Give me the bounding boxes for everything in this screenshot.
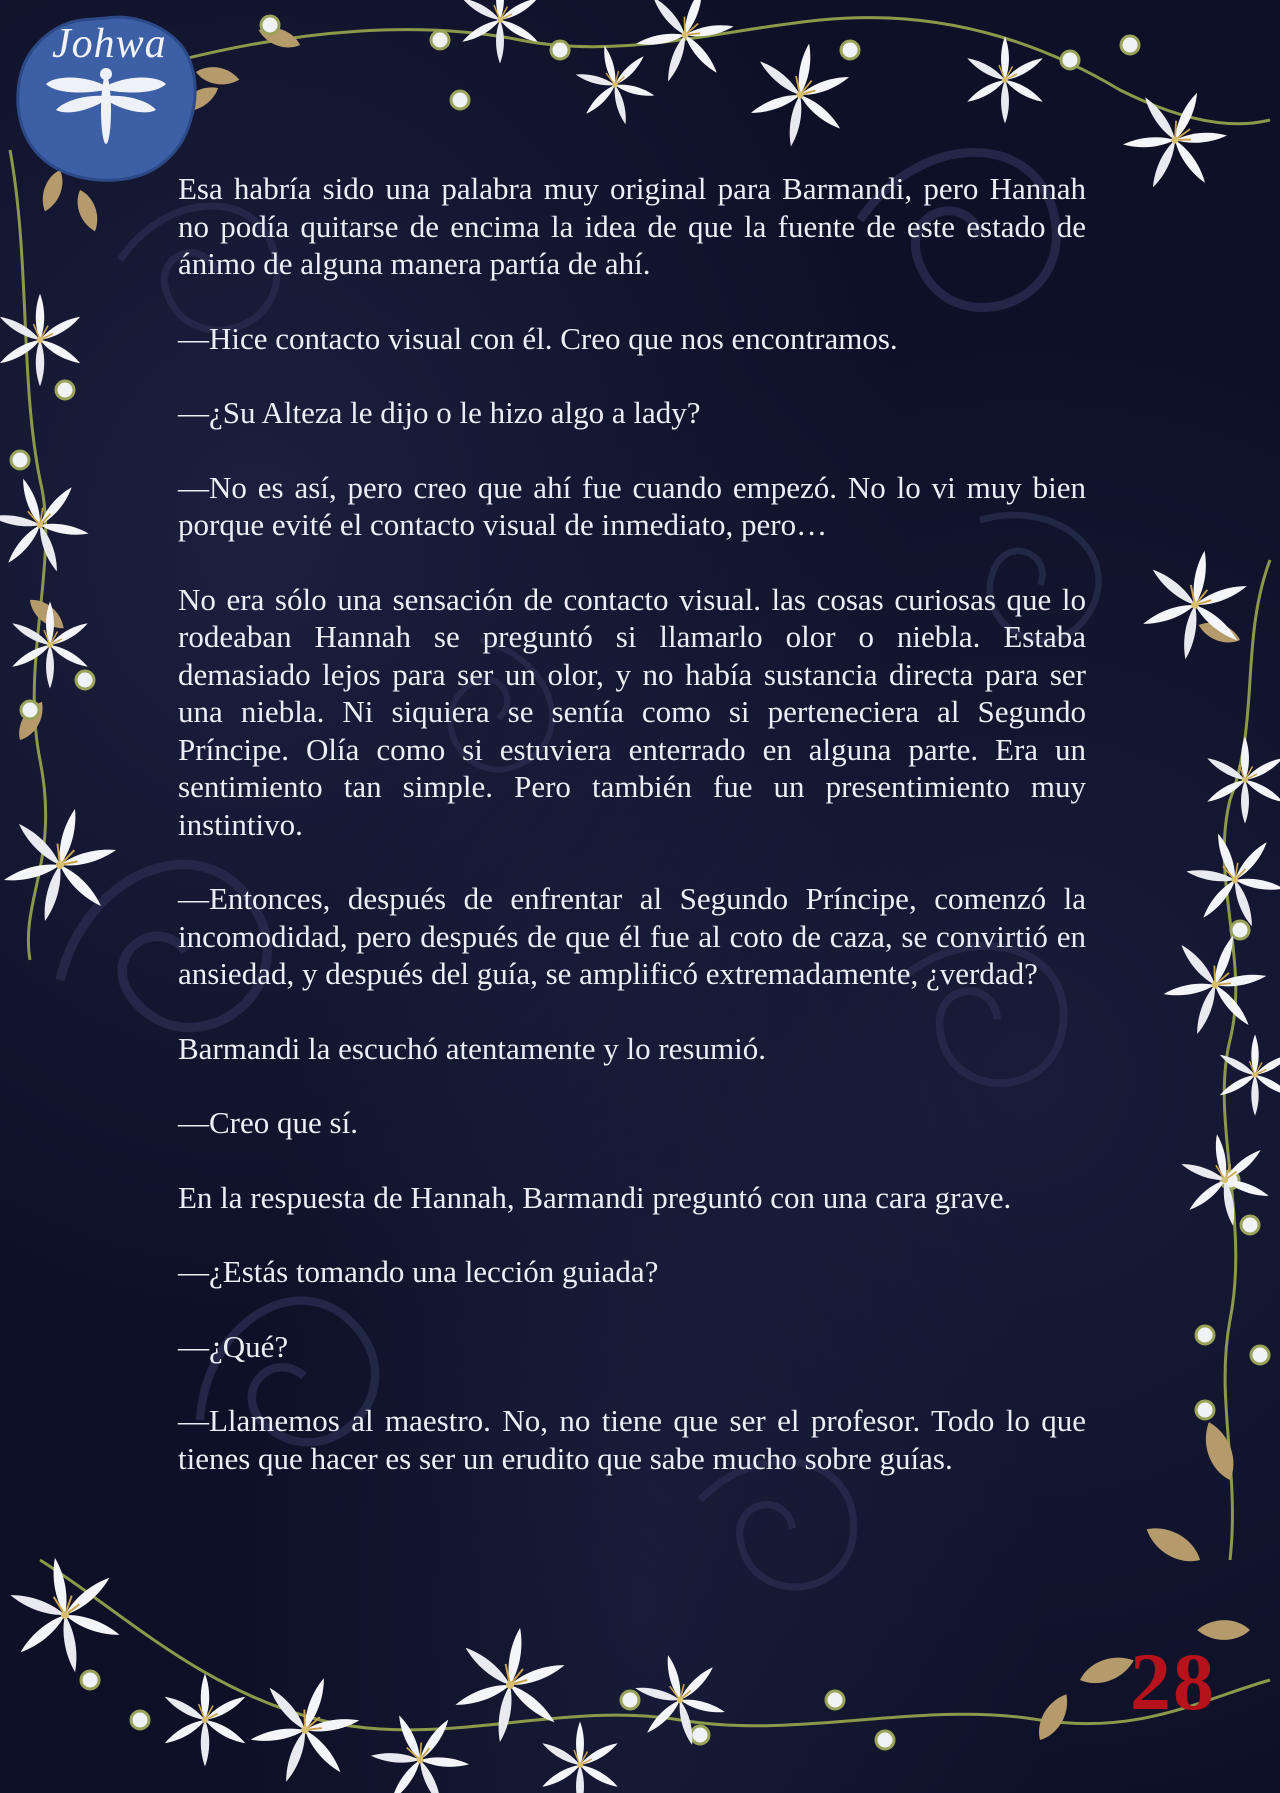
dialogue-line: —¿Su Alteza le dijo o le hizo algo a lady? bbox=[178, 395, 701, 430]
paragraph: No era sólo una sensación de contacto visual. las cosas curiosas que lo rodeaban Hannah se preguntó si llamarlo olor o niebla. Estaba demasiado lejos para ser un olor, y no había sustancia directa para ser una niebla. Ni siquiera se sentía como si perteneciera al Segundo Príncipe. Olía como si estuviera enterrado en alguna parte. Era un sentimiento tan simple. Pero también fue un presentimiento muy instintivo. bbox=[178, 581, 1086, 842]
johwa-logo bbox=[12, 10, 200, 186]
paragraph: Barmandi la escuchó atentamente y lo resumió. bbox=[178, 1030, 766, 1066]
chapter-text bbox=[178, 170, 1086, 1514]
paragraph: Esa habría sido una palabra muy original para Barmandi, pero Hannah no podía quitarse de encima la idea de que la fuente de este estado de ánimo de alguna manera partía de ahí. bbox=[178, 171, 1086, 281]
logo-text: Johwa bbox=[52, 21, 167, 67]
dialogue-line: —Hice contacto visual con él. Creo que nos encontramos. bbox=[178, 320, 898, 356]
dialogue-line: —¿Qué? bbox=[178, 1328, 289, 1364]
dialogue-line: —Llamemos al maestro. No, no tiene que ser el profesor. Todo lo que tienes que hacer es ser un erudito que sabe mucho sobre guías. bbox=[178, 1403, 1086, 1476]
dialogue-line: —¿Estás tomando una lección guiada? bbox=[178, 1254, 659, 1289]
dialogue-line: —Creo que sí. bbox=[178, 1105, 358, 1140]
page-number: 28 bbox=[1130, 1636, 1216, 1727]
dialogue-line: —No es así, pero creo que ahí fue cuando empezó. No lo vi muy bien porque evité el contacto visual de inmediato, pero… bbox=[178, 469, 1086, 542]
dialogue-line: —Entonces, después de enfrentar al Segundo Príncipe, comenzó la incomodidad, pero después de que él fue al coto de caza, se convirtió en ansiedad, y después del guía, se amplificó extremadamente, ¿verdad? bbox=[178, 881, 1086, 991]
paragraph: En la respuesta de Hannah, Barmandi preguntó con una cara grave. bbox=[178, 1179, 1012, 1215]
